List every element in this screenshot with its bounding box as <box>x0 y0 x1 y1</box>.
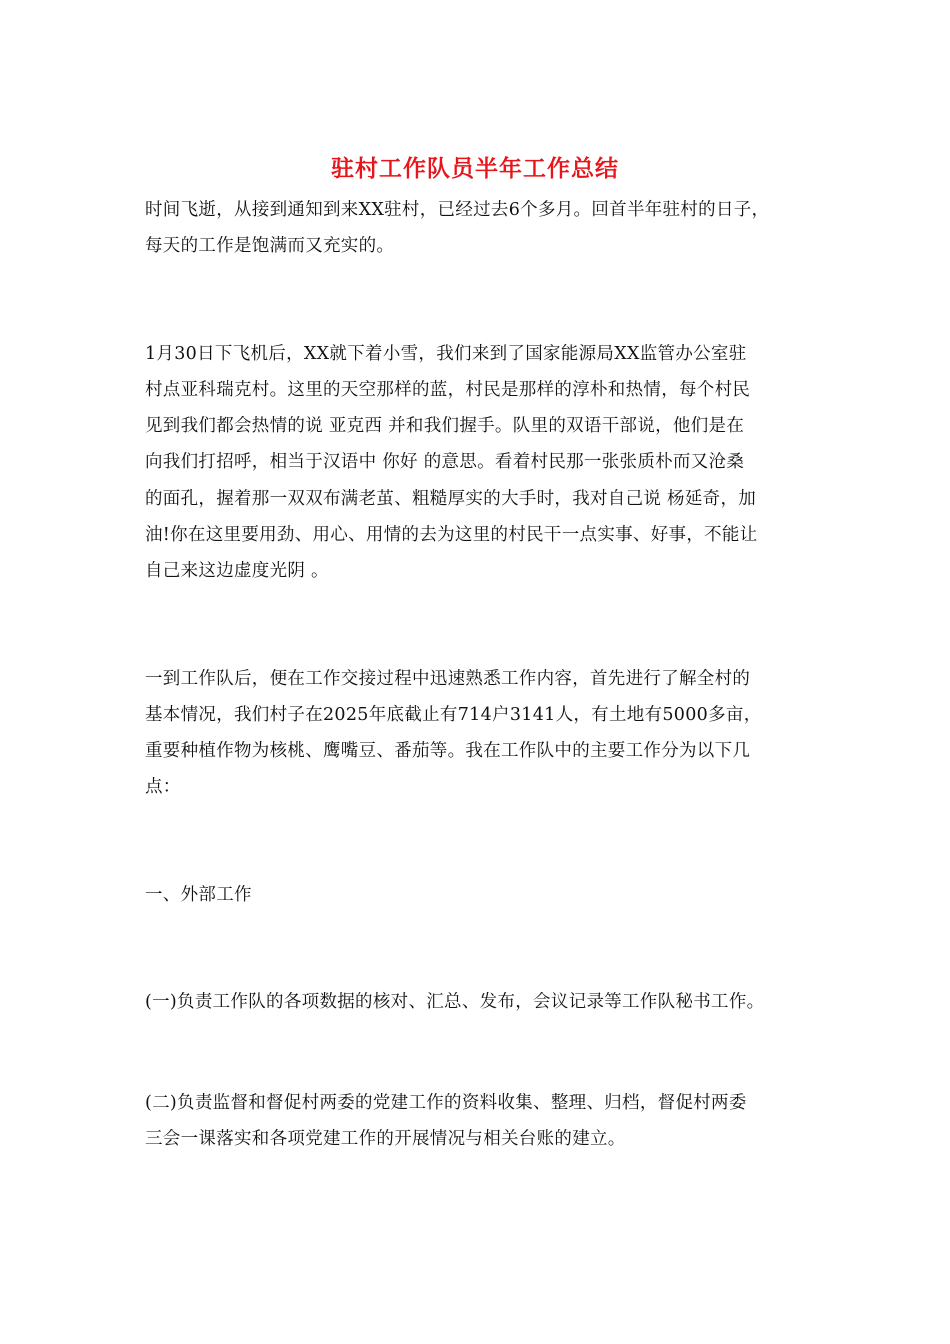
paragraph-3-line-1: 一到工作队后，便在工作交接过程中迅速熟悉工作内容，首先进行了解全村的 <box>145 669 751 689</box>
item-2-line-1: (二)负责监督和督促村两委的党建工作的资料收集、整理、归档，督促村两委 <box>145 1093 747 1113</box>
paragraph-2-line-1: 1月30日下飞机后，XX就下着小雪，我们来到了国家能源局XX监管办公室驻 <box>145 344 747 364</box>
section-heading: 一、外部工作 <box>145 885 252 905</box>
paragraph-2-line-5: 的面孔，握着那一双双布满老茧、粗糙厚实的大手时，我对自己说 杨延奇，加 <box>145 489 757 509</box>
item-1: (一)负责工作队的各项数据的核对、汇总、发布，会议记录等工作队秘书工作。 <box>145 992 765 1012</box>
paragraph-1-line-1: 时间飞逝，从接到通知到来XX驻村，已经过去6个多月。回首半年驻村的日子， <box>145 200 770 220</box>
paragraph-2-line-4: 向我们打招呼，相当于汉语中 你好 的意思。看着村民那一张张质朴而又沧桑 <box>145 452 745 472</box>
paragraph-2-line-3: 见到我们都会热情的说 亚克西 并和我们握手。队里的双语干部说，他们是在 <box>145 416 745 436</box>
paragraph-2-line-6: 油!你在这里要用劲、用心、用情的去为这里的村民干一点实事、好事，不能让 <box>145 525 758 545</box>
paragraph-3-line-2: 基本情况，我们村子在2025年底截止有714户3141人，有土地有5000多亩， <box>145 705 762 725</box>
paragraph-3-line-4: 点： <box>145 777 181 797</box>
paragraph-3-line-3: 重要种植作物为核桃、鹰嘴豆、番茄等。我在工作队中的主要工作分为以下几 <box>145 741 751 761</box>
item-2-line-2: 三会一课落实和各项党建工作的开展情况与相关台账的建立。 <box>145 1129 626 1149</box>
document-title: 驻村工作队员半年工作总结 <box>331 155 619 182</box>
paragraph-1-line-2: 每天的工作是饱满而又充实的。 <box>145 236 395 256</box>
paragraph-2-line-2: 村点亚科瑞克村。这里的天空那样的蓝，村民是那样的淳朴和热情，每个村民 <box>145 380 751 400</box>
paragraph-2-line-7: 自己来这边虚度光阴 。 <box>145 561 329 581</box>
